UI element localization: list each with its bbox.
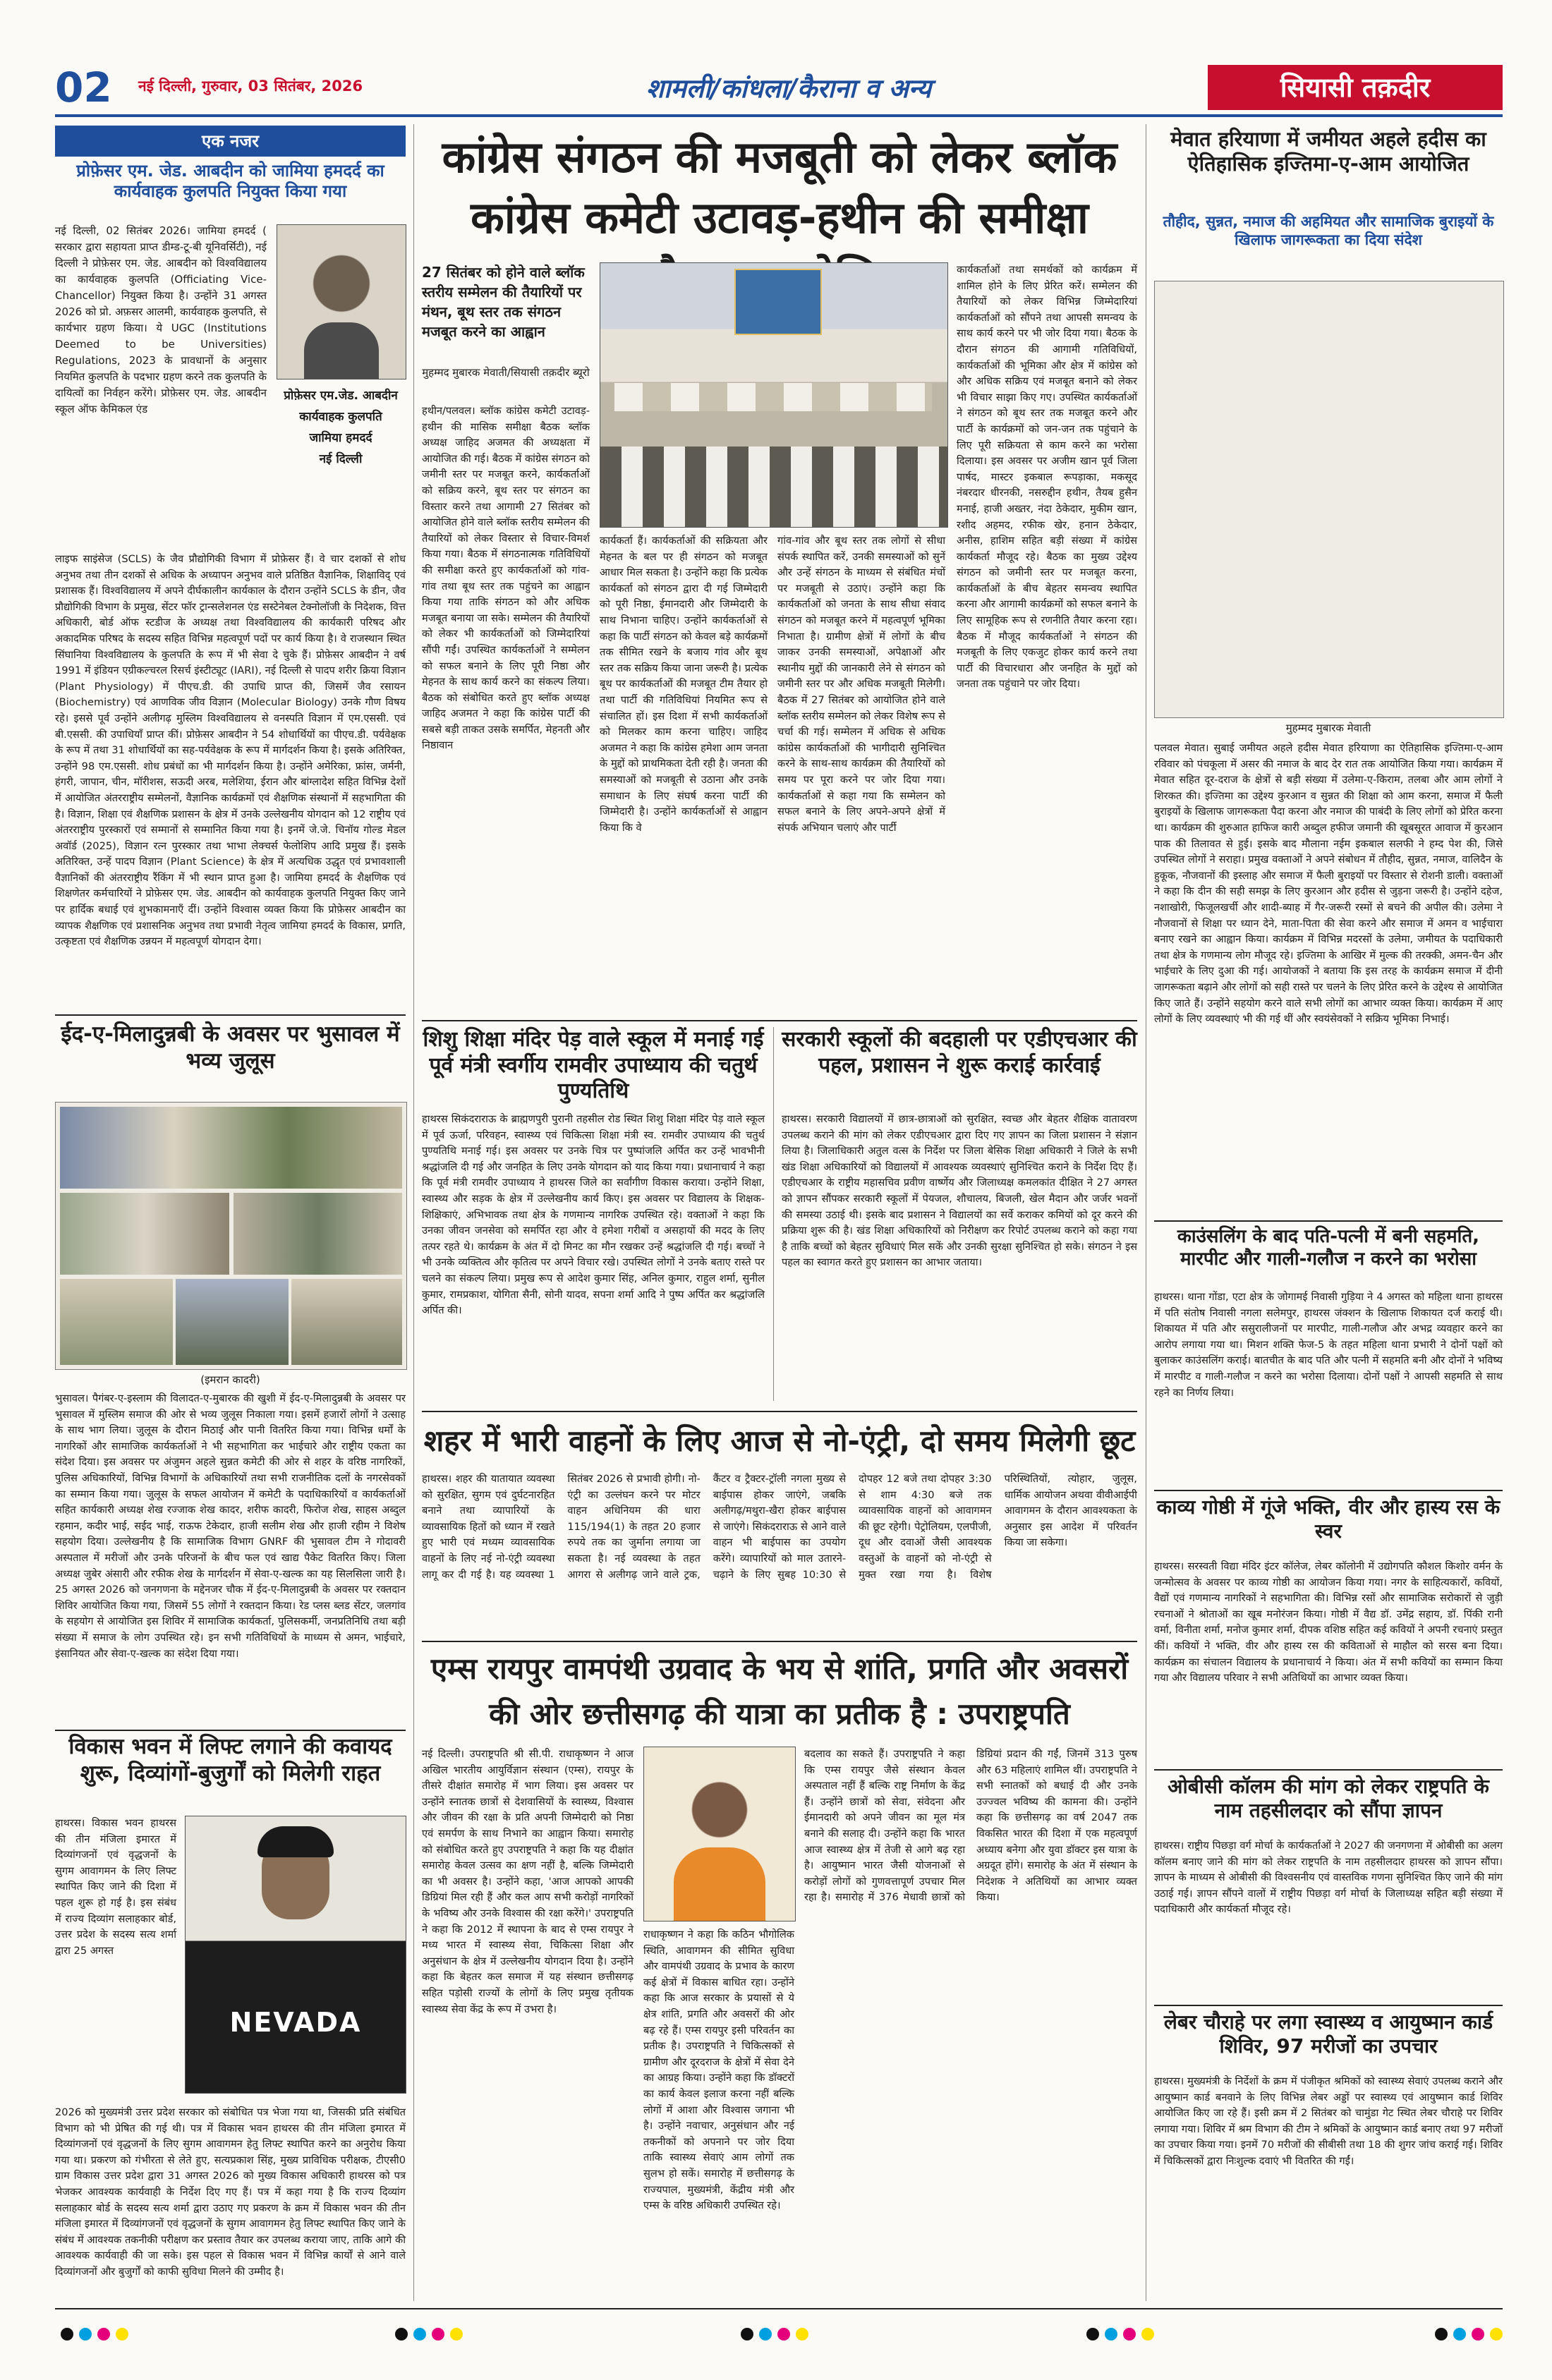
congress-col3: गांव-गांव और बूथ स्तर तक लोगों से सीधा संपर्क स्थापित करें, उनकी समस्याओं को सुनें और उन्हें संगठन के माध्यम से संबंधित मंचों पर मजबूती से उठाएं। उन्होंने कहा कि कार्यकर्ताओं को जनता के साथ सीधा संवाद संगठन को मजबूत करने में महत्वपूर्ण भूमिका निभाता है। ग्रामीण क्षेत्रों में लोगों के बीच जाकर उनकी समस्याओं, अपेक्षाओं और स्थानीय मुद्दों की जानकारी लेने से संगठन को जमीनी स्तर पर और अधिक मजबूती मिलेगी। बैठक में 27 सितंबर को आयोजित होने वाले ब्लॉक स्तरीय सम्मेलन को लेकर विशेष रूप से चर्चा की गई। सम्मेलन में अधिक से अधिक कांग्रेस कार्यकर्ताओं की भागीदारी सुनिश्चित करने के साथ-साथ कार्यक्रम की तैयारियों को समय पर पूरा करने पर जोर दिया गया। कार्यकर्ताओं से कहा गया कि सम्मेलन को सफल बनाने के लिए अपने-अपने क्षेत्रों में संपर्क अभियान चलाएं और पार्टी bbox=[777, 535, 945, 834]
divider bbox=[55, 1014, 406, 1016]
shahar-headline: शहर में भारी वाहनों के लिए आज से नो-एंट्री, दो समय मिलेगी छूट bbox=[423, 1423, 1136, 1458]
registration-mark bbox=[1086, 2328, 1099, 2340]
registration-mark bbox=[1472, 2328, 1484, 2340]
column-rule bbox=[413, 124, 414, 2301]
congress-meeting-photo bbox=[600, 262, 948, 528]
divider bbox=[1154, 1769, 1503, 1771]
registration-mark bbox=[395, 2328, 408, 2340]
page-number: 02 bbox=[55, 63, 112, 111]
registration-mark bbox=[79, 2328, 92, 2340]
registration-mark bbox=[796, 2328, 808, 2340]
shahar-body: हाथरस। शहर की यातायात व्यवस्था को सुरक्षित, सुगम एवं दुर्घटनारहित बनाने तथा व्यापारियों के व्यावसायिक हितों को ध्यान में रखते हुए भारी एवं मध्यम व्यावसायिक वाहनों के लिए नई नो-एंट्री व्यवस्था लागू कर दी गई है। यह व्यवस्था 1 सितंबर 2026 से प्रभावी होगी। नो-एंट्री का उल्लंघन करने पर मोटर वाहन अधिनियम की धारा 115/194(1) के तहत 20 हजार रुपये तक का जुर्माना लगाया जा सकता है। नई व्यवस्था के तहत आगरा से अलीगढ़ जाने वाले ट्रक, कैंटर व ट्रैक्टर-ट्रॉली नगला मुख्य से बाईपास होकर जाएंगे, जबकि अलीगढ़/मथुरा-खैरा होकर बाईपास से जाएंगे। सिकंदराराऊ से आने वाले वाहन भी बाईपास का उपयोग करेंगे। व्यापारियों को माल उतारने-चढ़ाने के लिए सुबह 10:30 से दोपहर 12 बजे तथा दोपहर 3:30 से शाम 4:30 बजे तक व्यावसायिक वाहनों को आवागमन की छूट रहेगी। पेट्रोलियम, एलपीजी, दूध और दवाओं जैसी आवश्यक वस्तुओं के वाहनों को नो-एंट्री से मुक्त रखा गया है। विशेष परिस्थितियों, त्योहार, जुलूस, धार्मिक आयोजन अथवा वीवीआईपी आवागमन के दौरान आवश्यकता के अनुसार इस आदेश में परिवर्तन किया जा सकेगा। bbox=[422, 1473, 1137, 1581]
registration-mark bbox=[1123, 2328, 1136, 2340]
eid-photo-caption: (इमरान कादरी) bbox=[200, 1373, 260, 1386]
divider bbox=[422, 1411, 1137, 1412]
counselling-body: हाथरस। थाना गोंडा, एटा क्षेत्र के जोगामई निवासी गुड़िया ने 4 अगस्त को महिला थाना हाथरस में पति संतोष निवासी नगला सलेमपुर, हाथरस जंक्शन के खिलाफ शिकायत दर्ज कराई थी। शिकायत में पति और ससुरालीजनों पर मारपीट, गाली-गलौज और अभद्र व्यवहार करने का आरोप लगाया गया था। मिशन शक्ति फेज-5 के तहत महिला थाना प्रभारी ने दोनों पक्षों को बुलाकर काउंसलिंग कराई। बातचीत के बाद पति और पत्नी में सहमति बनी और दोनों ने भविष्य में मारपीट व गाली-गलौज न करने का भरोसा दिलाया। दोनों पक्षों ने आपसी सहमति से साथ रहने का निर्णय लिया। bbox=[1154, 1291, 1503, 1399]
counselling-headline: काउंसलिंग के बाद पति-पत्नी में बनी सहमति, मारपीट और गाली-गलौज न करने का भरोसा bbox=[1177, 1226, 1480, 1270]
paper-name-box bbox=[1208, 65, 1503, 110]
congress-col2: कार्यकर्ता हैं। कार्यकर्ताओं की सक्रियता और मेहनत के बल पर ही संगठन को मजबूत आधार मिल सकता है। उन्होंने कहा कि प्रत्येक कार्यकर्ता को संगठन द्वारा दी गई जिम्मेदारी को पूरी निष्ठा, ईमानदारी और जिम्मेदारी के साथ निभाना चाहिए। उन्होंने कार्यकर्ताओं से कहा कि पार्टी संगठन को केवल बड़े कार्यक्रमों तक सीमित रखने के बजाय गांव और बूथ स्तर तक सक्रिय किया जाना जरूरी है। प्रत्येक बूथ पर कार्यकर्ताओं की मजबूत टीम तैयार हो तथा पार्टी की गतिविधियां नियमित रूप से संचालित हों। इस दिशा में सभी कार्यकर्ताओं को मिलकर काम करना चाहिए। जाहिद अजमत ने कहा कि कांग्रेस हमेशा आम जनता के मुद्दों को प्राथमिकता देती रही है। जनता की समस्याओं को मजबूती से उठाना और उनके समाधान के लिए संघर्ष करना पार्टी की जिम्मेदारी है। उन्होंने कार्यकर्ताओं से आह्वान किया कि वे bbox=[600, 535, 768, 834]
lift-body-left: हाथरस। विकास भवन हाथरस की तीन मंजिला इमारत में दिव्यांगजनों एवं वृद्धजनों के सुगम आवागमन के लिए लिफ्ट स्थापित किए जाने की दिशा में पहल शुरू हो गई है। इस संबंध में राज्य दिव्यांग सलाहकार बोर्ड, उत्तर प्रदेश के सदस्य सत्य शर्मा द्वारा 25 अगस्त bbox=[55, 1817, 176, 1957]
registration-mark bbox=[97, 2328, 110, 2340]
divider bbox=[1154, 2005, 1503, 2006]
registration-mark bbox=[741, 2328, 753, 2340]
registration-mark bbox=[61, 2328, 73, 2340]
paper-name: सियासी तक़दीर bbox=[1280, 72, 1431, 103]
shishu-body: हाथरस सिकंदराराऊ के ब्राह्मणपुरी पुरानी तहसील रोड स्थित शिशु शिक्षा मंदिर पेड़ वाले स्कूल में पूर्व ऊर्जा, परिवहन, स्वास्थ्य एवं चिकित्सा शिक्षा मंत्री स्व. रामवीर उपाध्याय की चतुर्थ पुण्यतिथि मनाई गई। इस अवसर पर उनके चित्र पर पुष्पांजलि अर्पित कर उन्हें भावभीनी श्रद्धांजलि दी गई और जनहित के लिए उनके योगदान को याद किया गया। प्रधानाचार्य ने कहा कि पूर्व मंत्री रामवीर उपाध्याय ने हाथरस जिले का सर्वांगीण विकास कराया। उन्होंने शिक्षा, स्वास्थ्य और सड़क के क्षेत्र में उल्लेखनीय कार्य किए। इस अवसर पर विद्यालय के शिक्षक-शिक्षिकाएं, अभिभावक तथा क्षेत्र के गणमान्य नागरिक उपस्थित रहे। वक्ताओं ने कहा कि उनका जीवन जनसेवा को समर्पित रहा और वे हमेशा गरीबों व असहायों की मदद के लिए तत्पर रहते थे। कार्यक्रम के अंत में दो मिनट का मौन रखकर उन्हें श्रद्धांजलि दी गई। बच्चों ने भी उनके व्यक्तित्व और कृतित्व पर अपने विचार रखे। उपस्थित लोगों ने उनके बताए रास्ते पर चलने का संकल्प लिया। प्रमुख रूप से आदेश कुमार सिंह, अनिल कुमार, राहुल शर्मा, सुनील कुमार, रामप्रकाश, योगिता सैनी, सोनी यादव, सपना शर्मा आदि ने पुष्प अर्पित कर श्रद्धांजलि अर्पित की। bbox=[422, 1113, 765, 1317]
section-title: शामली/कांधला/कैराना व अन्य bbox=[645, 73, 932, 104]
registration-marks bbox=[0, 2321, 1552, 2349]
ek-nazar-body-full: लाइफ साइंसेज (SCLS) के जैव प्रौद्योगिकी विभाग में प्रोफ़ेसर हैं। वे चार दशकों से शोध अनुभव तथा तीन दशकों से अधिक के अध्यापन अनुभव वाले प्रतिष्ठित वैज्ञानिक, शिक्षाविद् एवं प्रशासक हैं। विश्वविद्यालय में अपने दीर्घकालीन कार्यकाल के दौरान उन्होंने SCLS के डीन, जैव प्रौद्योगिकी विभाग के प्रमुख, सेंटर फॉर ट्रान्सलेशनल एंड सस्टेनेबल टेक्नोलॉजी के निदेशक, वित्त अधिकारी, बोर्ड ऑफ स्टडीज के अध्यक्ष तथा विश्वविद्यालय की कार्यकारी परिषद और अकादमिक परिषद के सदस्य सहित विभिन्न महत्वपूर्ण पदों पर कार्य किया है। वे राजस्थान स्थित सिंघानिया विश्वविद्यालय के कुलपति के रूप में भी सेवा दे चुके हैं। प्रोफ़ेसर आबदीन ने वर्ष 1991 में इंडियन एग्रीकल्चरल रिसर्च इंस्टीट्यूट (IARI), नई दिल्ली से पादप शरीर क्रिया विज्ञान (Plant Physiology) में पीएच.डी. की उपाधि प्राप्त की, जिसमें जैव रसायन (Biochemistry) एवं आणविक जीव विज्ञान (Molecular Biology) उनके गौण विषय रहे। इससे पूर्व उन्होंने अलीगढ़ मुस्लिम विश्वविद्यालय से वनस्पति विज्ञान में एम.एससी. एवं बी.एससी. की उपाधियाँ प्राप्त कीं। प्रोफ़ेसर आबदीन ने 54 शोधार्थियों का पीएच.डी. पर्यवेक्षक के रूप में तथा 31 शोधार्थियों का सह-पर्यवेक्षक के रूप में मार्गदर्शन किया है। इसके अतिरिक्त, उन्होंने 98 एम.एससी. शोध प्रबंधों का भी मार्गदर्शन किया है। उन्होंने अमेरिका, फ्रांस, जर्मनी, हंगरी, जापान, चीन, मॉरीशस, सऊदी अरब, मलेशिया, ईरान और बांग्लादेश सहित विभिन्न देशों में आयोजित अंतरराष्ट्रीय सम्मेलनों, वैज्ञानिक कार्यक्रमों एवं शैक्षणिक संस्थानों में सहभागिता की है। विज्ञान, शिक्षा एवं शैक्षणिक प्रशासन के क्षेत्र में उनके उल्लेखनीय योगदान को 12 राष्ट्रीय एवं अंतरराष्ट्रीय पुरस्कारों एवं सम्मानों से सम्मानित किया गया है। इनमें जे.जे. चिनॉय गोल्ड मेडल अवॉर्ड (2025), विज्ञान रत्न पुरस्कार तथा भाभा लेक्चर्स फेलोशिप आदि प्रमुख हैं। इसके अतिरिक्त, उन्हें पादप विज्ञान (Plant Science) के क्षेत्र में अत्यधिक उद्धृत एवं प्रभावशाली वैज्ञानिकों की अंतरराष्ट्रीय रैंकिंग में भी स्थान प्राप्त हुआ है। जामिया हमदर्द के शैक्षणिक एवं शिक्षणेतर कर्मचारियों ने प्रोफ़ेसर एम. जेड. आबदीन को कार्यवाहक कुलपति नियुक्त किए जाने पर हार्दिक बधाई एवं शुभकामनाएँ दीं। उन्होंने विश्वास व्यक्त किया कि प्रोफ़ेसर आबदीन का व्यापक शैक्षणिक एवं प्रशासनिक अनुभव तथा प्रभावी नेतृत्व जामिया हमदर्द के विकास, प्रगति, उत्कृष्टता एवं शैक्षणिक उन्नयन में महत्वपूर्ण योगदान देगा। bbox=[55, 553, 406, 948]
divider bbox=[55, 1730, 406, 1731]
labour-body: हाथरस। मुख्यमंत्री के निर्देशों के क्रम में पंजीकृत श्रमिकों को स्वास्थ्य सेवाएं उपलब्ध कराने और आयुष्मान कार्ड बनवाने के लिए विभिन्न लेबर अड्डों पर स्वास्थ्य एवं आयुष्मान कार्ड शिविर आयोजित किए जा रहे हैं। इसी क्रम में 2 सितंबर को चामुंडा गेट स्थित लेबर चौराहे पर शिविर लगाया गया। शिविर में श्रम विभाग की टीम ने श्रमिकों के आयुष्मान कार्ड बनाए तथा 97 मरीजों का उपचार किया गया। इनमें 70 मरीजों की सीबीसी तथा 18 की शुगर जांच कराई गई। शिविर में चिकित्सकों द्वारा निःशुल्क दवाएं भी वितरित की गईं। bbox=[1154, 2075, 1503, 2167]
divider bbox=[1154, 1220, 1503, 1222]
divider bbox=[422, 1641, 1137, 1642]
labour-headline: लेबर चौराहे पर लगा स्वास्थ्य व आयुष्मान कार्ड शिविर, 97 मरीजों का उपचार bbox=[1163, 2010, 1493, 2058]
mewat-subhead: तौहीद, सुन्नत, नमाज की अहमियत और सामाजिक बुराइयों के खिलाफ जागरूकता का दिया संदेश bbox=[1163, 213, 1494, 248]
shishu-headline: शिशु शिक्षा मंदिर पेड़ वाले स्कूल में मनाई गई पूर्व मंत्री स्वर्गीय रामवीर उपाध्याय की चतुर्थ पुण्यतिथि bbox=[423, 1027, 764, 1104]
aiims-headline: एम्स रायपुर वामपंथी उग्रवाद के भय से शांति, प्रगति और अवसरों की ओर छत्तीसगढ़ की यात्रा का प्रतीक है : उपराष्ट्रपति bbox=[430, 1651, 1129, 1731]
sarkari-headline: सरकारी स्कूलों की बदहाली पर एडीएचआर की पहल, प्रशासन ने शुरू कराई कार्रवाई bbox=[782, 1027, 1137, 1078]
aiims-body2: राधाकृष्णन ने कहा कि कठिन भौगोलिक स्थिति, आवागमन की सीमित सुविधा और वामपंथी उग्रवाद के प्रभाव के कारण कई क्षेत्रों में विकास बाधित रहा। उन्होंने कहा कि आज सरकार के प्रयासों से ये क्षेत्र शांति, प्रगति और अवसरों की ओर बढ़ रहे हैं। एम्स रायपुर इसी परिवर्तन का प्रतीक है। उपराष्ट्रपति ने चिकित्सकों से ग्रामीण और दूरदराज के क्षेत्रों में सेवा देने का आग्रह किया। उन्होंने कहा कि डॉक्टरों का कार्य केवल इलाज करना नहीं बल्कि लोगों में आशा और विश्वास जगाना भी है। उन्होंने नवाचार, अनुसंधान और नई तकनीकों को अपनाने पर जोर दिया ताकि स्वास्थ्य सेवाएं आम लोगों तक सुलभ हो सकें। समारोह में छत्तीसगढ़ के राज्यपाल, मुख्यमंत्री, केंद्रीय मंत्री और एम्स के वरिष्ठ अधिकारी उपस्थित रहे। bbox=[643, 1929, 794, 2212]
ek-nazar-headline: प्रोफ़ेसर एम. जेड. आबदीन को जामिया हमदर्द का कार्यवाहक कुलपति नियुक्त किया गया bbox=[76, 161, 384, 202]
obc-headline: ओबीसी कॉलम की मांग को लेकर राष्ट्रपति के नाम तहसीलदार को सौंपा ज्ञापन bbox=[1168, 1775, 1489, 1823]
congress-byline: मुहम्मद मुबारक मेवाती/सियासी तक़दीर ब्यूरो bbox=[422, 366, 590, 379]
caption-line: जामिया हमदर्द bbox=[309, 431, 372, 445]
kavya-body: हाथरस। सरस्वती विद्या मंदिर इंटर कॉलेज, लेबर कॉलोनी में उद्योगपति कौशल किशोर वर्मन के जन्मोत्सव के अवसर पर काव्य गोष्ठी का आयोजन किया गया। नगर के साहित्यकारों, कवियों, वैद्यों एवं गणमान्य नागरिकों ने सहभागिता की। विभिन्न रसों और सामाजिक सरोकारों से जुड़ी रचनाओं ने श्रोताओं का खूब मनोरंजन किया। गोष्ठी में वैद्य डॉ. उमेंद्र सहाय, डॉ. पिंकी रानी वर्मा, विनीता शर्मा, मनोज कुमार शर्मा, दीपक वशिष्ठ सहित कई कवियों ने अपनी रचनाएं प्रस्तुत कीं। कवियों ने भक्ति, वीर और हास्य रस की कविताओं से माहौल को सरस बना दिया। कार्यक्रम का संचालन विद्यालय के प्रधानाचार्य ने किया। अंत में सभी कवियों का सम्मान किया गया और विद्यालय परिवार ने सभी अतिथियों का आभार व्यक्त किया। bbox=[1154, 1560, 1503, 1684]
congress-headline: कांग्रेस संगठन की मजबूती को लेकर ब्लॉक कांग्रेस कमेटी उटावड़-हथीन की समीक्षा bbox=[442, 131, 1117, 243]
registration-mark bbox=[1435, 2328, 1448, 2340]
registration-mark bbox=[1490, 2328, 1503, 2340]
registration-mark bbox=[450, 2328, 463, 2340]
aiims-body3: बदलाव का सकते हैं। उपराष्ट्रपति ने कहा कि एम्स रायपुर जैसे संस्थान केवल अस्पताल नहीं हैं बल्कि राष्ट्र निर्माण के केंद्र हैं। उन्होंने छात्रों को सेवा, संवेदना और ईमानदारी को अपने जीवन का मूल मंत्र बनाने की सलाह दी। उन्होंने कहा कि भारत आज स्वास्थ्य क्षेत्र में तेजी से आगे बढ़ रहा है। आयुष्मान भारत जैसी योजनाओं से करोड़ों लोगों को गुणवत्तापूर्ण उपचार मिल रहा है। समारोह में 376 मेधावी छात्रों को डिग्रियां प्रदान की गईं, जिनमें 313 पुरुष और 63 महिलाएं शामिल थीं। उपराष्ट्रपति ने सभी स्नातकों को बधाई दी और उनके उज्ज्वल भविष्य की कामना की। उन्होंने कहा कि छत्तीसगढ़ का वर्ष 2047 तक विकसित भारत की दिशा में एक महत्वपूर्ण अध्याय बनेगा और युवा डॉक्टर इस यात्रा के अग्रदूत होंगे। समारोह के अंत में संस्थान के निदेशक ने अतिथियों का आभार व्यक्त किया। bbox=[804, 1748, 1137, 1904]
eid-headline: ईद-ए-मिलादुन्नबी के अवसर पर भुसावल में भव्य जुलूस bbox=[61, 1021, 400, 1074]
registration-mark bbox=[1453, 2328, 1466, 2340]
registration-mark bbox=[432, 2328, 444, 2340]
footer-rule bbox=[55, 2308, 1503, 2309]
lift-headline: विकास भवन में लिफ्ट लगाने की कवायद शुरू, दिव्यांगों-बुजुर्गों को मिलेगी राहत bbox=[68, 1734, 392, 1786]
registration-mark bbox=[1105, 2328, 1117, 2340]
registration-mark bbox=[116, 2328, 128, 2340]
kavya-headline: काव्य गोष्ठी में गूंजे भक्ति, वीर और हास्य रस के स्वर bbox=[1156, 1495, 1501, 1543]
dateline: नई दिल्ली, गुरुवार, 03 सितंबर, 2026 bbox=[138, 78, 363, 95]
lift-body-full: 2026 को मुख्यमंत्री उत्तर प्रदेश सरकार को संबोधित पत्र भेजा गया था, जिसकी प्रति संबंधित विभाग को भी प्रेषित की गई थी। पत्र में विकास भवन हाथरस की तीन मंजिला इमारत में दिव्यांगजनों एवं वृद्धजनों के लिए सुगम आवागमन हेतु लिफ्ट स्थापित करने का अनुरोध किया गया था। प्रकरण को गंभीरता से लेते हुए, सत्यप्रकाश सिंह, मुख्य प्राविधिक परीक्षक, टीएसी0 ग्राम विकास उत्तर प्रदेश द्वारा 31 अगस्त 2026 को मुख्य विकास अधिकारी हाथरस को पत्र भेजकर आवश्यक कार्यवाही के निर्देश दिए गए हैं। पत्र में कहा गया है कि राज्य दिव्यांग सलाहकार बोर्ड के सदस्य सत्य शर्मा द्वारा उठाए गए प्रकरण के क्रम में विकास भवन की तीन मंजिला इमारत में दिव्यांगजनों एवं वृद्धजनों के सुगम आवागमन हेतु लिफ्ट स्थापित किए जाने के संबंध में आवश्यक तकनीकी परीक्षण कर प्रस्ताव तैयार कर उपलब्ध कराया जाए, ताकि आगे की आवश्यक कार्यवाही की जा सके। इस पहल से विकास भवन में विभिन्न कार्यों से आने वाले दिव्यांगजनों और बुजुर्गों को काफी सुविधा मिलने की उम्मीद है। bbox=[55, 2106, 406, 2278]
lift-photo bbox=[185, 1816, 406, 2094]
mewat-photo-caption: मुहम्मद मुबारक मेवाती bbox=[1285, 722, 1371, 734]
aiims-body1: नई दिल्ली। उपराष्ट्रपति श्री सी.पी. राधाकृष्णन ने आज अखिल भारतीय आयुर्विज्ञान संस्थान (एम्स), रायपुर के तीसरे दीक्षांत समारोह में भाग लिया। इस अवसर पर उन्होंने स्नातक छात्रों से देशवासियों के स्वास्थ्य, विश्वास और जीवन की रक्षा के प्रति अपनी जिम्मेदारी को निष्ठा एवं समर्पण के साथ निभाने का आह्वान किया। समारोह को संबोधित करते हुए उपराष्ट्रपति ने कहा कि यह दीक्षांत समारोह केवल उत्सव का क्षण नहीं है, बल्कि जिम्मेदारी का भी अवसर है। उन्होंने कहा, 'आज आपको आपकी डिग्रियां मिल रही हैं और कल आप सभी करोड़ों नागरिकों के भविष्य और उनके विश्वास की रक्षा करेंगे।' उपराष्ट्रपति ने कहा कि 2012 में स्थापना के बाद से एम्स रायपुर ने मध्य भारत में स्वास्थ्य सेवा, चिकित्सा शिक्षा और अनुसंधान के क्षेत्र में उल्लेखनीय योगदान दिया है। उन्होंने कहा कि बेहतर कल समाज में यह संस्थान छत्तीसगढ़ सहित पड़ोसी राज्यों के लोगों के लिए प्रमुख तृतीयक स्वास्थ्य सेवा केंद्र के रूप में उभरा है। bbox=[422, 1748, 633, 2015]
registration-mark bbox=[759, 2328, 772, 2340]
sarkari-body: हाथरस। सरकारी विद्यालयों में छात्र-छात्राओं को सुरक्षित, स्वच्छ और बेहतर शैक्षिक वातावरण उपलब्ध कराने की मांग को लेकर एडीएचआर द्वारा दिए गए ज्ञापन का जिला प्रशासन ने संज्ञान लिया है। जिलाधिकारी अतुल वत्स के निर्देश पर जिला बेसिक शिक्षा अधिकारी ने जिले के सभी खंड शिक्षा अधिकारियों को विद्यालयों में आवश्यक व्यवस्थाएं सुनिश्चित कराने के निर्देश दिए हैं। एडीएचआर के राष्ट्रीय महासचिव प्रवीण वार्ष्णेय और जिलाध्यक्ष कमलकांत दीक्षित ने 27 अगस्त को ज्ञापन सौंपकर सरकारी स्कूलों में पेयजल, शौचालय, बिजली, खेल मैदान और जर्जर भवनों की समस्या उठाई थी। इसके बाद प्रशासन ने विद्यालयों का सर्वे कराकर कमियों को दूर करने की प्रक्रिया शुरू की है। खंड शिक्षा अधिकारियों को निरीक्षण कर रिपोर्ट उपलब्ध कराने को कहा गया है ताकि बच्चों को बेहतर सुविधाएं मिल सकें और उनकी सुरक्षा सुनिश्चित हो सके। संगठन ने इस पहल का स्वागत करते हुए प्रशासन का आभार जताया। bbox=[782, 1113, 1137, 1269]
congress-subhead: 27 सितंबर को होने वाले ब्लॉक स्तरीय सम्मेलन की तैयारियों पर मंथन, बूथ स्तर तक संगठन मजबूत करने का आह्वान bbox=[422, 264, 585, 340]
congress-col4: कार्यकर्ताओं तथा समर्थकों को कार्यक्रम में शामिल होने के लिए प्रेरित करें। सम्मेलन की तैयारियों को लेकर विभिन्न जिम्मेदारियां कार्यकर्ताओं को सौंपने तथा आपसी समन्वय के साथ कार्य करने पर भी जोर दिया गया। बैठक के दौरान संगठन की आगामी गतिविधियों, कार्यकर्ताओं की भूमिका और क्षेत्र में कांग्रेस को और अधिक सक्रिय एवं मजबूत बनाने को लेकर भी विचार साझा किए गए। उपस्थित कार्यकर्ताओं ने संगठन को बूथ स्तर तक मजबूत करने और पार्टी के कार्यक्रमों को जन-जन तक पहुंचाने के लिए पूरी सक्रियता से काम करने का भरोसा दिलाया। इस अवसर पर अजीम खान पूर्व जिला पार्षद, मास्टर इकबाल रूपड़ाका, मकसूद नंबरदार धीरनकी, नसरुद्दीन हथीन, तैयब हुसैन मनाई, हाजी अख्तर, नंदा ठेकेदार, मुकीम खान, रशीद अहमद, रफीक खेर, हनान ठेकेदार, अनीस, हाशिम सहित बड़ी संख्या में कांग्रेस कार्यकर्ता मौजूद रहे। बैठक का मुख्य उद्देश्य संगठन को जमीनी स्तर पर मजबूत करना, कार्यकर्ताओं के बीच बेहतर समन्वय स्थापित करना और आगामी कार्यक्रमों को सफल बनाने के लिए सामूहिक रूप से रणनीति तैयार करना रहा। बैठक में मौजूद कार्यकर्ताओं ने संगठन की मजबूती के लिए एकजुट होकर कार्य करने तथा पार्टी की विचारधारा और जनहित के मुद्दों को जनता तक पहुंचाने पर जोर दिया। bbox=[957, 264, 1137, 691]
mewat-headline: मेवात हरियाणा में जमीयत अहले हदीस का ऐतिहासिक इज्तिमा-ए-आम आयोजित bbox=[1170, 127, 1486, 176]
registration-mark bbox=[777, 2328, 790, 2340]
abdin-photo-caption bbox=[277, 385, 405, 470]
mewat-body: पलवल मेवात। सुबाई जमीयत अहले हदीस मेवात हरियाणा का ऐतिहासिक इज्तिमा-ए-आम रविवार को पंचकूला में असर की नमाज के बाद देर रात तक आयोजित किया गया। कार्यक्रम में मेवात सहित दूर-दराज के क्षेत्रों से बड़ी संख्या में उलेमा-ए-किराम, तलबा और आम लोगों ने शिरकत की। इज्तिमा का उद्देश्य कुरआन व सुन्नत की शिक्षा को आम करना, समाज में फैली बुराइयों के खिलाफ जागरूकता पैदा करना और नमाज की पाबंदी के लिए लोगों को प्रेरित करना था। कार्यक्रम की शुरुआत हाफिज कारी अब्दुल हफीज जमानी की खूबसूरत आवाज में कुरआन पाक की तिलावत से हुई। इसके बाद मौलाना नईम इकबाल सलफी ने हम्द पेश की, जिसे उपस्थित लोगों ने सराहा। प्रमुख वक्ताओं ने अपने संबोधन में तौहीद, सुन्नत, नमाज, वालिदैन के हुकूक, नौजवानों की इस्लाह और समाज में फैली बुराइयों पर विस्तार से रोशनी डाली। वक्ताओं ने कहा कि दीन की सही समझ के लिए कुरआन और हदीस से जुड़ना जरूरी है। उन्होंने दहेज, नशाखोरी, फिजूलखर्ची और शादी-ब्याह में गैर-जरूरी रस्मों से बचने की अपील की। उलेमा ने नौजवानों से शिक्षा पर ध्यान देने, माता-पिता की सेवा करने और समाज में अमन व भाईचारा बनाए रखने का आह्वान किया। कार्यक्रम में विभिन्न मदरसों के उलेमा, जमीयत के पदाधिकारी तथा क्षेत्र के गणमान्य लोग मौजूद रहे। इज्तिमा के आखिर में मुल्क की तरक्की, अमन-चैन और भाईचारे के लिए दुआ की गई। आयोजकों ने बताया कि इस तरह के कार्यक्रम समाज में दीनी जागरूकता बढ़ाने और लोगों को सही रास्ते पर चलने के लिए प्रेरित करने के उद्देश्य से आयोजित किए जाते हैं। उन्होंने सहयोग करने वाले सभी लोगों का आभार व्यक्त किया। कार्यक्रम में आए लोगों के लिए व्यवस्थाएं भी की गई थीं और स्वयंसेवकों ने सक्रिय भूमिका निभाई। bbox=[1154, 742, 1503, 1026]
obc-body: हाथरस। राष्ट्रीय पिछड़ा वर्ग मोर्चा के कार्यकर्ताओं ने 2027 की जनगणना में ओबीसी का अलग कॉलम बनाए जाने की मांग को लेकर राष्ट्रपति के नाम तहसीलदार हाथरस को ज्ञापन सौंपा। ज्ञापन के माध्यम से ओबीसी की विश्वसनीय एवं वास्तविक गणना सुनिश्चित किए जाने की मांग उठाई गई। ज्ञापन सौंपने वालों में राष्ट्रीय पिछड़ा वर्ग मोर्चा के जिलाध्यक्ष सहित बड़ी संख्या में पदाधिकारी और कार्यकर्ता मौजूद रहे। bbox=[1154, 1840, 1503, 1916]
ek-nazar-label: एक नजर bbox=[201, 131, 259, 151]
caption-line: प्रोफ़ेसर एम.जेड. आबदीन bbox=[284, 389, 398, 403]
masthead-rule bbox=[55, 114, 1503, 117]
nevada-shirt-text: NEVADA bbox=[229, 2007, 362, 2038]
abdin-photo bbox=[277, 224, 406, 380]
masthead bbox=[55, 65, 1503, 110]
vice-president-photo bbox=[643, 1747, 796, 1921]
registration-mark bbox=[413, 2328, 426, 2340]
column-rule bbox=[773, 1027, 774, 1401]
registration-mark bbox=[1141, 2328, 1154, 2340]
ek-nazar-banner bbox=[55, 126, 406, 157]
congress-col1: हथीन/पलवल। ब्लॉक कांग्रेस कमेटी उटावड़-हथीन की मासिक समीक्षा बैठक ब्लॉक अध्यक्ष जाहिद अजमत की अध्यक्षता में आयोजित की गई। बैठक में कांग्रेस संगठन को जमीनी स्तर पर मजबूत करने, कार्यकर्ताओं को सक्रिय करने, बूथ स्तर पर संगठन का विस्तार करने तथा आगामी 27 सितंबर को आयोजित होने वाले ब्लॉक स्तरीय सम्मेलन की तैयारियों को लेकर विस्तार से विचार-विमर्श किया गया। बैठक में संगठनात्मक गतिविधियों की समीक्षा करते हुए कार्यकर्ताओं को गांव-गांव तथा बूथ स्तर तक पहुंचने का आह्वान किया गया ताकि संगठन को और अधिक मजबूत बनाया जा सके। सम्मेलन की तैयारियों को लेकर भी कार्यकर्ताओं को जिम्मेदारियां सौंपी गईं। उपस्थित कार्यकर्ताओं ने सम्मेलन को सफल बनाने के लिए पूरी निष्ठा और मेहनत के साथ कार्य करने का संकल्प लिया। बैठक को संबोधित करते हुए ब्लॉक अध्यक्ष जाहिद अजमत ने कहा कि कांग्रेस पार्टी की सबसे बड़ी ताकत उसके समर्पित, मेहनती और निष्ठावान bbox=[422, 405, 590, 752]
divider bbox=[1154, 1490, 1503, 1491]
caption-line: नई दिल्ली bbox=[319, 452, 363, 466]
eid-photo-collage bbox=[55, 1102, 407, 1370]
eid-body: भुसावल। पैगंबर-ए-इस्लाम की विलादत-ए-मुबारक की खुशी में ईद-ए-मिलादुन्नबी के अवसर पर भुसावल में मुस्लिम समाज की ओर से भव्य जुलूस निकाला गया। इसमें हजारों लोगों ने उत्साह के साथ भाग लिया। जुलूस के दौरान मिठाई और पानी वितरित किया गया। विभिन्न धर्मों के नागरिकों और सामाजिक कार्यकर्ताओं ने भी सहभागिता कर भाईचारे और राष्ट्रीय एकता का संदेश दिया। इस अवसर पर अंजुमन अहले सुन्नत कमेटी की ओर से शहर के वरिष्ठ नागरिकों, पुलिस अधिकारियों, विभिन्न विभागों के अधिकारियों तथा सभी राजनीतिक दलों के नगरसेवकों का सम्मान किया गया। जुलूस के सफल आयोजन में कमेटी के पदाधिकारियों व कार्यकर्ताओं सहित कार्यकारी अध्यक्ष शेख रज्जाक शेख कादर, शरीफ कादरी, फिरोज शेख, साहस अब्दुल रहमान, कदीर भाई, सईद भाई, राऊफ टेकेदार, हाजी सलीम शेख और हाजी रहीम ने विशेष सहयोग दिया। उल्लेखनीय है कि सामाजिक विभाग GNRF की भुसावल टीम ने गोदावरी अस्पताल में मरीजों और उनके परिजनों के बीच फल एवं खाद्य पैकेट वितरित किए। जिला अध्यक्ष जुबेर अंसारी और रफीक शेख के मार्गदर्शन में सेवा-ए-खल्क का यह सिलसिला जारी है। 25 अगस्त 2026 को जनगणना के मद्देनजर चौक में ईद-ए-मिलादुन्नबी के अवसर पर रक्तदान शिविर आयोजित किया गया, जिसमें 55 लोगों ने रक्तदान किया। रेड प्लस ब्लड सेंटर, जलगांव के सहयोग से आयोजित इस शिविर में सामाजिक कार्यकर्ता, पुलिसकर्मी, जनप्रतिनिधि तथा बड़ी संख्या में समाज के लोग उपस्थित रहे। इन सभी गतिविधियों के माध्यम से अमन, भाईचारे, इंसानियत और सेवा-ए-खल्क का संदेश दिया गया। bbox=[55, 1392, 406, 1660]
mewat-ijtima-photo bbox=[1154, 281, 1504, 718]
divider bbox=[422, 1020, 1137, 1021]
caption-line: कार्यवाहक कुलपति bbox=[299, 410, 382, 424]
ek-nazar-body-short: नई दिल्ली, 02 सितंबर 2026। जामिया हमदर्द ( सरकार द्वारा सहायता प्राप्त डीम्ड-टू-बी यूनिवर्सिटी), नई दिल्ली ने प्रोफ़ेसर एम. जेड. आबदीन को विश्वविद्यालय का कार्यवाहक कुलपति (Officiating Vice-Chancellor) नियुक्त किया है। उन्होंने 31 अगस्त 2026 को प्रो. अफ़सर आलमी, कार्यवाहक कुलपति, से कार्यभार ग्रहण किया। ये UGC (Institutions Deemed to be Universities) Regulations, 2023 के प्रावधानों के अनुसार नियमित कुलपति के पदभार ग्रहण करने तक कुलपति के दायित्वों का निर्वहन करेंगे। प्रोफ़ेसर एम. जेड. आबदीन स्कूल ऑफ केमिकल एंड bbox=[55, 224, 267, 415]
